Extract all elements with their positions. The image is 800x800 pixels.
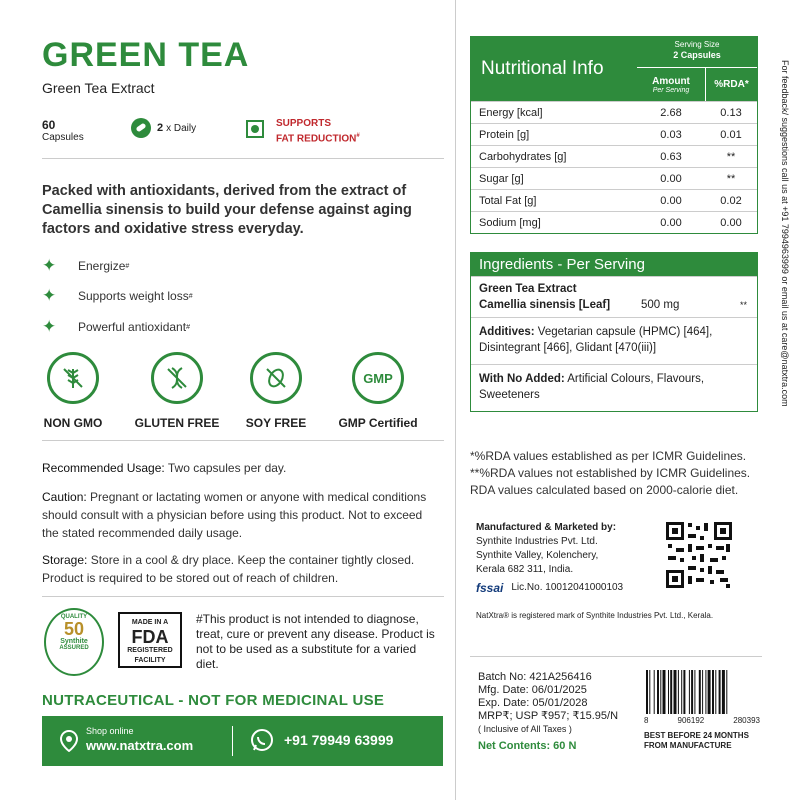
nutrient-name: Total Fat [g] [479,194,537,207]
nutrient-rda: 0.13 [720,106,742,119]
barcode-bar [668,670,669,714]
amount-label: Amount [652,75,690,87]
nutrition-row [471,167,757,189]
benefit-label: Powerful antioxidant [78,320,187,334]
barcode-bar [660,670,661,714]
phone-number[interactable]: +91 79949 63999 [284,732,394,748]
product-title: GREEN TEA [42,36,250,74]
column-divider [455,0,456,800]
badge-gmp [330,352,426,430]
barcode-bar [683,670,685,714]
nutrient-name: Sodium [mg] [479,216,541,229]
divider [470,656,762,657]
nutrient-name: Energy [kcal] [479,106,543,119]
barcode-bar [674,670,677,714]
benefit-mark: # [186,323,190,331]
barcode-bar [681,670,682,714]
net-contents: Net Contents: 60 N [478,740,577,752]
no-added [471,364,757,411]
product-subtitle: Green Tea Extract [42,80,155,96]
disclaimer: #This product is not intended to diagnose, treat, cure or prevent any disease. Product is not to be used as a substitute for a varied diet. [196,612,435,671]
wheat-icon [47,352,99,404]
dna-icon [151,352,203,404]
qr-code[interactable] [664,520,734,590]
barcode-bar [722,670,725,714]
fat-reduction-claim [246,118,360,145]
nutrient-rda: 0.01 [720,128,742,141]
amount-header [637,68,706,101]
nutrient-amount: 0.63 [660,150,682,163]
barcode-bar [646,670,648,714]
badge-label: GLUTEN FREE [134,416,220,430]
usage-text: Two capsules per day. [167,461,287,475]
main-ingredient [471,276,757,317]
benefit-label: Supports weight loss [78,289,189,303]
benefit-item [42,317,190,337]
no-added-label: With No Added: [479,373,565,385]
seal-brand: Synthite [60,638,88,645]
divider [42,440,444,441]
shop-label: Shop online [86,726,134,736]
benefit-item [42,256,129,276]
barcode-bar [689,670,690,714]
nutrient-rda: ** [726,172,736,185]
capsule-icon [131,118,151,138]
nutrition-title: Nutritional Info [471,37,637,101]
barcode-bar [654,670,655,714]
barcode-bar [699,670,701,714]
ingredient-source: Camellia sinensis [Leaf] [479,299,611,311]
dose-info [131,118,196,138]
badge-gluten-free [129,352,225,430]
storage-text: Store in a cool & dry place. Keep the container tightly closed. Product is required to be stored out of reach of children. [42,553,415,585]
best-before-line: BEST BEFORE 24 MONTHS [644,731,749,740]
fda-line3: REGISTERED [127,647,173,654]
barcode-digit: 906192 [677,716,705,725]
barcode-bar [705,670,706,714]
claim-line1: SUPPORTS [276,118,332,129]
gmp-icon: GMP [352,352,404,404]
best-before-line: FROM MANUFACTURE [644,741,732,750]
serving-size-label: Serving Size [674,40,720,49]
barcode-bar [678,670,679,714]
barcode-bar [663,670,666,714]
barcode-bar [702,670,703,714]
divider [42,596,444,597]
barcode-bar [719,670,721,714]
seal-number: 50 [63,619,85,639]
claim-mark: # [356,133,360,139]
nutrition-row [471,211,757,233]
nutrient-rda: 0.02 [720,194,742,207]
divider [42,158,444,159]
recommended-usage [42,459,437,477]
dose-text: x Daily [166,122,197,134]
amount-sub: Per Serving [652,86,690,94]
nutrient-rda: ** [726,150,736,163]
nutrient-name: Sugar [g] [479,172,524,185]
benefit-mark: # [188,292,193,300]
fda-line1: MADE IN A [131,619,169,626]
note-line: RDA values calculated based on 2000-calorie diet. [470,483,739,497]
barcode-digit: 280393 [733,716,760,725]
caution [42,488,437,542]
ingredient-rda: ** [739,300,747,310]
ingredient-amount: 500 mg [641,299,680,311]
nutrient-amount: 0.00 [660,172,682,185]
barcode-bar [670,670,672,714]
nutrient-name: Carbohydrates [g] [479,150,567,163]
storage [42,551,437,587]
nutrition-row [471,123,757,145]
nutrition-row [471,145,757,167]
benefit-mark: # [125,262,130,270]
feedback-text: For feedback/ suggestions call us at +91 7994963999 or email us at care@natxtra.com [780,60,790,407]
benefit-item [42,286,193,306]
location-pin-icon [60,730,78,752]
fda-badge [118,612,182,668]
nutrient-name: Protein [g] [479,128,530,141]
fda-line4: FACILITY [134,657,166,664]
fssai-license: Lic.No. 10012041000103 [511,582,624,593]
footer-bar [42,716,443,766]
nutraceutical-notice: NUTRACEUTICAL - NOT FOR MEDICINAL USE [42,692,385,709]
manufacturer-address: Kerala 682 311, India. [476,564,574,575]
website-link[interactable]: www.natxtra.com [86,738,194,753]
dose-number: 2 [157,122,164,134]
ingredient-name: Green Tea Extract [479,283,577,295]
note-line: **%RDA values not established by ICMR Guidelines. [470,466,751,480]
badge-label: SOY FREE [245,416,307,430]
fda-line2: FDA [131,627,169,647]
nutrient-amount: 2.68 [660,106,682,119]
exp-date: Exp. Date: 05/01/2028 [478,697,588,709]
mfg-date: Mfg. Date: 06/01/2025 [478,684,587,696]
caution-text: Pregnant or lactating women or anyone with medical conditions should consult with a physician before using this product. Not to exceed the stated recommended daily usage. [42,490,427,540]
badge-label: NON GMO [43,416,103,430]
count-number: 60 [42,118,56,132]
sparkle-icon: ✦ [42,317,57,336]
note-line: *%RDA values established as per ICMR Guidelines. [470,449,747,463]
nutrition-table [470,36,758,234]
quality-seal [44,608,104,676]
soy-icon [250,352,302,404]
footer-divider [232,726,233,756]
fssai-logo: fssai [476,581,504,595]
product-description: Packed with antioxidants, derived from the extract of Camellia sinensis to build your defense against aging factors and oxidative stress everyday. [42,183,412,237]
serving-size-value: 2 Capsules [673,50,721,60]
claim-line2: FAT REDUCTION [276,133,357,145]
barcode-bar [715,670,716,714]
ingredients-title: Ingredients - Per Serving [471,253,757,276]
usage-label: Recommended Usage: [42,461,165,475]
badge-soy-free [228,352,324,430]
best-before [644,731,749,751]
barcode-digits [644,716,760,725]
count-unit: Capsules [42,132,84,143]
storage-label: Storage: [42,553,88,567]
nutrient-rda: 0.00 [720,216,742,229]
nutrient-amount: 0.03 [660,128,682,141]
mrp: MRP₹; USP ₹957; ₹15.95/N [478,710,619,722]
veg-mark-icon [246,120,264,138]
seal-top: QUALITY [60,614,88,620]
barcode-bar [712,670,714,714]
rda-notes [470,448,750,499]
additives-label: Additives: [479,326,535,338]
barcode [646,670,758,714]
rda-header: %RDA* [706,68,757,101]
manufacturer-info [476,521,623,595]
nutrition-row [471,101,757,123]
barcode-digit: 8 [644,716,649,725]
batch-info [478,671,618,753]
additives [471,317,757,364]
serving-size [637,37,757,68]
barcode-bar [657,670,659,714]
caution-label: Caution: [42,490,87,504]
no-added-text: Artificial Colours, Flavours, Sweeteners [479,373,705,401]
seal-bottom: ASSURED [59,645,89,651]
manufacturer-name: Synthite Industries Pvt. Ltd. [476,536,598,547]
badge-label: GMP Certified [338,416,418,430]
manufacturer-address: Synthite Valley, Kolenchery, [476,550,599,561]
barcode-bar [726,670,727,714]
batch-number: Batch No: 421A256416 [478,671,592,683]
ingredients-box [470,252,758,412]
sparkle-icon: ✦ [42,256,57,275]
nutrient-amount: 0.00 [660,194,682,207]
nutrition-row [471,189,757,211]
badge-non-gmo [25,352,121,430]
barcode-bar [691,670,693,714]
whatsapp-icon [250,728,274,752]
benefit-label: Energize [78,259,126,273]
trademark-notice: NatXtra® is registered mark of Synthite Industries Pvt. Ltd., Kerala. [476,611,714,620]
barcode-bar [708,670,711,714]
sparkle-icon: ✦ [42,286,57,305]
capsule-count [42,118,84,143]
barcode-bar [649,670,650,714]
tax-note: ( Inclusive of All Taxes ) [478,724,572,734]
barcode-bar [694,670,695,714]
manufacturer-label: Manufactured & Marketed by: [476,522,617,533]
additives-text: Vegetarian capsule (HPMC) [464], Disintegrant [466], Glidant [470(iii)] [479,326,713,354]
nutrient-amount: 0.00 [660,216,682,229]
